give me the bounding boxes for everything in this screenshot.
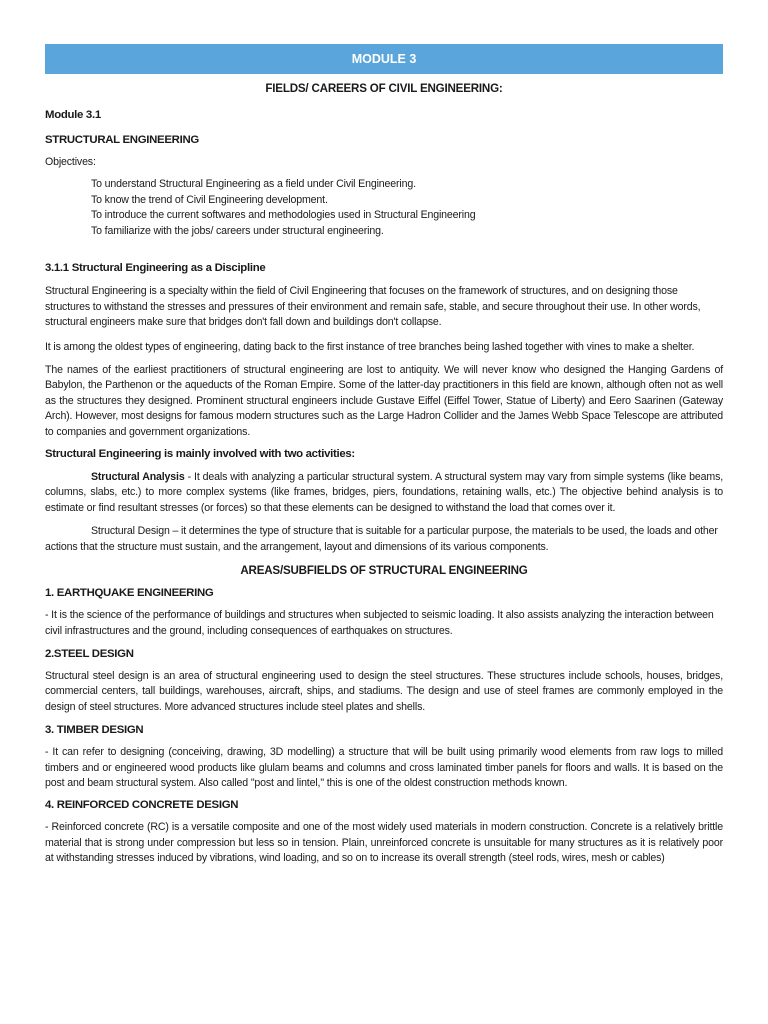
subfield-text: - It can refer to designing (conceiving, drawing, 3D modelling) a structure that will be built using primarily wood elements from raw logs to milled timbers and or engineered wood products like glulam beams and columns and cross laminated timber panels for floors and walls. It is based on the post and beam structural system. Also called "post and lintel," this is one of the oldest construction methods known. <box>45 746 723 789</box>
analysis-text: - It deals with analyzing a particular structural system. A structural system may vary from simple systems (like beams, columns, slabs, etc.) to more complex systems (like frames, bridges, piers, foundations, retaining walls, etc.) The objective behind analysis is to estimate or find resultant stresses (or forces) so that these elements can be designed to withstand the load that comes over it. <box>45 471 724 514</box>
subfield-text: - It is the science of the performance of buildings and structures when subjected to seismic loading. It also assists analyzing the interaction between civil infrastructures and the ground, including consequences of earthquakes on structures. <box>45 609 714 637</box>
paragraph: The names of the earliest practitioners of structural engineering are lost to antiquity. We will never know who designed the Hanging Gardens of Babylon, the Parthenon or the aqueducts of the Roman Empire. Some of the latter-day practitioners in this field are known, although often not as well as the structures they designed. Prominent structural engineers include Gustave Eiffel (Eiffel Tower, Statue of Liberty) and Eero Saarinen (Gateway Arch). However, most designs for famous modern structures such as the Large Hadron Collider and the James Webb Space Telescope are attributed to companies and government organizations. <box>45 364 723 438</box>
subfield-heading: 3. TIMBER DESIGN <box>45 724 144 737</box>
objectives-list <box>45 177 723 239</box>
section-title: STRUCTURAL ENGINEERING <box>45 134 199 146</box>
paragraph: Structural Engineering is a specialty within the field of Civil Engineering that focuses on the framework of structures, and on designing those structures to withstand the stresses and pressures of their environment and remain safe, stable, and secure throughout their use. In other words, structural engineers make sure that bridges don't fall down and buildings don't collapse. <box>45 285 701 329</box>
analysis-paragraph <box>45 470 723 516</box>
subfield-text: Structural steel design is an area of structural engineering used to design the steel structures. These structures include schools, houses, bridges, commercial centers, tall buildings, warehouses, aircraft, ships, and stadiums. The design and use of steel frames are commonly employed in the design of steel structures. More advanced structures include steel plates and shells. <box>45 669 723 713</box>
list-item: To introduce the current softwares and methodologies used in Structural Engineering <box>91 209 476 222</box>
discipline-heading: 3.1.1 Structural Engineering as a Discipline <box>45 262 266 275</box>
design-paragraph: Structural Design – it determines the type of structure that is suitable for a particular purpose, the materials to be used, the loads and other actions that the structure must sustain, and the arrangement, layout and dimensions of its various components. <box>45 525 718 553</box>
list-item: To familiarize with the jobs/ careers under structural engineering. <box>91 224 384 237</box>
page-title: FIELDS/ CAREERS OF CIVIL ENGINEERING: <box>265 82 503 95</box>
module-label: Module 3.1 <box>45 109 101 121</box>
objectives-label: Objectives: <box>45 156 96 168</box>
list-item: To know the trend of Civil Engineering development. <box>91 193 328 206</box>
list-item: To understand Structural Engineering as a field under Civil Engineering. <box>91 178 416 191</box>
analysis-term: Structural Analysis <box>91 471 185 484</box>
areas-heading: AREAS/SUBFIELDS OF STRUCTURAL ENGINEERING <box>240 564 528 578</box>
subfield-heading: 2.STEEL DESIGN <box>45 647 134 660</box>
subfield-heading: 1. EARTHQUAKE ENGINEERING <box>45 587 214 600</box>
activities-heading: Structural Engineering is mainly involved with two activities: <box>45 448 355 461</box>
paragraph: It is among the oldest types of engineering, dating back to the first instance of tree branches being lashed together with vines to make a shelter. <box>45 340 695 353</box>
document-page <box>45 44 723 867</box>
subfield-text: - Reinforced concrete (RC) is a versatile composite and one of the most widely used materials in modern construction. Concrete is a relatively brittle material that is strong under compression but less so in tension. Plain, unreinforced concrete is unsuitable for many structures as it is relatively poor at withstanding stresses induced by vibrations, wind loading, and so on to increase its overall strength (steel rods, wires, mesh or cables) <box>45 821 723 865</box>
module-banner: MODULE 3 <box>45 44 723 74</box>
subfield-heading: 4. REINFORCED CONCRETE DESIGN <box>45 799 239 812</box>
